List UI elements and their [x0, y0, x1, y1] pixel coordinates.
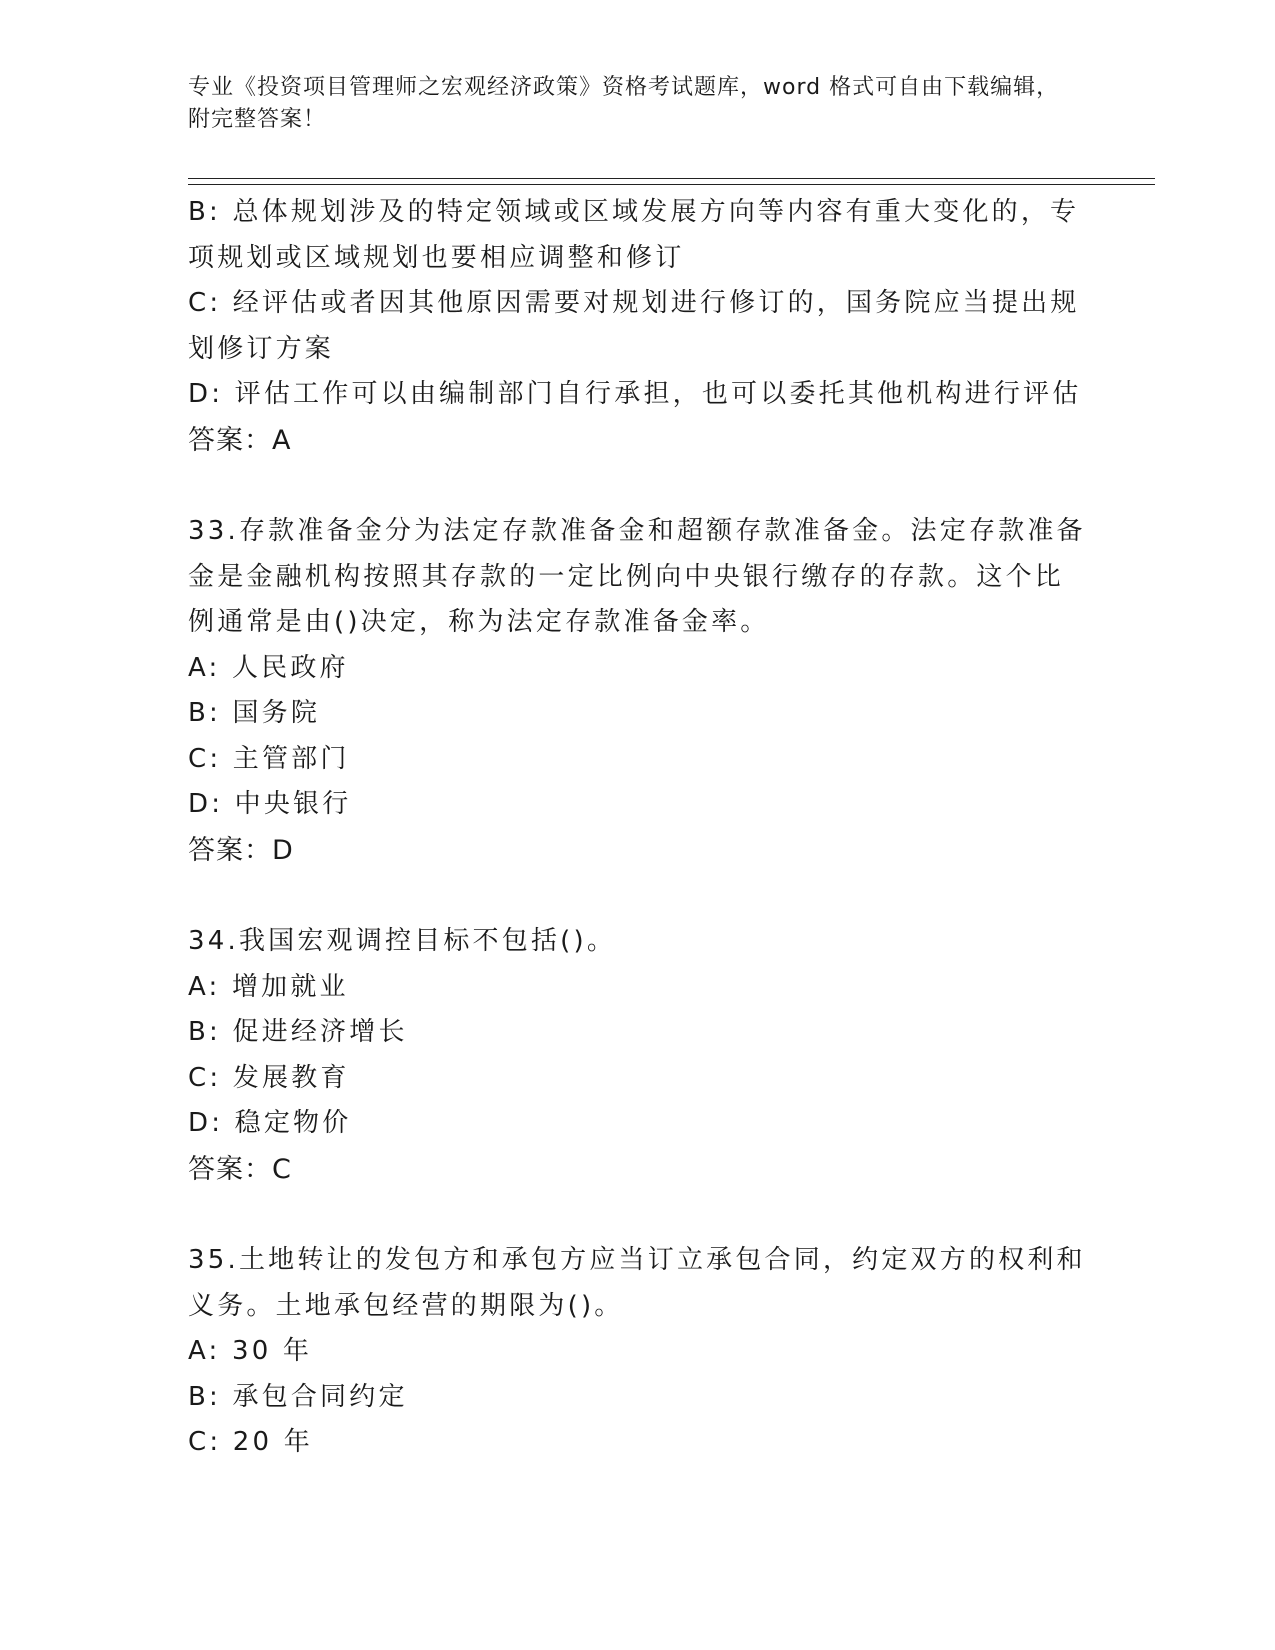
- answer-line: 答案：C: [188, 1153, 292, 1185]
- question-text-line: 例通常是由()决定，称为法定存款准备金率。: [188, 607, 770, 637]
- question-text-line: 35.土地转让的发包方和承包方应当订立承包合同，约定双方的权利和: [188, 1245, 1086, 1275]
- answer-line: 答案：A: [188, 424, 292, 456]
- question-text-line: 义务。土地承包经营的期限为()。: [188, 1290, 624, 1321]
- question-33: [188, 509, 1088, 873]
- option-b: B: 承包合同约定: [188, 1381, 408, 1412]
- question-text-line: 33.存款准备金分为法定存款准备金和超额存款准备金。法定存款准备: [188, 516, 1086, 546]
- option-d: D: 中央银行: [188, 789, 352, 819]
- header-divider-bottom: [188, 184, 1155, 185]
- option-a: A: 增加就业: [188, 971, 349, 1002]
- spacer: [188, 873, 1088, 919]
- document-header: 专业《投资项目管理师之宏观经济政策》资格考试题库，word 格式可自由下载编辑，附完整答案！: [188, 75, 1060, 132]
- question-content: [188, 190, 1088, 1466]
- option-b: B: 国务院: [188, 698, 321, 728]
- option-c: C: 主管部门: [188, 743, 350, 774]
- option-c-line-2: 划修订方案: [188, 333, 335, 364]
- spacer: [188, 1192, 1088, 1238]
- question-text-line: 金是金融机构按照其存款的一定比例向中央银行缴存的存款。这个比: [188, 561, 1065, 592]
- option-b-line-2: 项规划或区域规划也要相应调整和修订: [188, 242, 685, 273]
- spacer: [188, 463, 1088, 509]
- prev-question-block: [188, 190, 1088, 463]
- option-d: D: 评估工作可以由编制部门自行承担，也可以委托其他机构进行评估: [188, 379, 1082, 409]
- option-c: C: 发展教育: [188, 1062, 350, 1093]
- option-d: D: 稳定物价: [188, 1108, 352, 1138]
- option-c-line-1: C: 经评估或者因其他原因需要对规划进行修订的，国务院应当提出规: [188, 288, 1080, 318]
- question-34: [188, 919, 1088, 1192]
- option-c: C: 20 年: [188, 1427, 313, 1457]
- option-a: A: 人民政府: [188, 652, 349, 683]
- header-divider-top: [188, 178, 1155, 179]
- question-text-line: 34.我国宏观调控目标不包括()。: [188, 926, 617, 956]
- answer-line: 答案：D: [188, 834, 294, 866]
- option-a: A: 30 年: [188, 1336, 313, 1366]
- question-35: [188, 1238, 1088, 1466]
- option-b: B: 促进经济增长: [188, 1017, 408, 1047]
- option-b-line-1: B: 总体规划涉及的特定领域或区域发展方向等内容有重大变化的，专: [188, 197, 1080, 227]
